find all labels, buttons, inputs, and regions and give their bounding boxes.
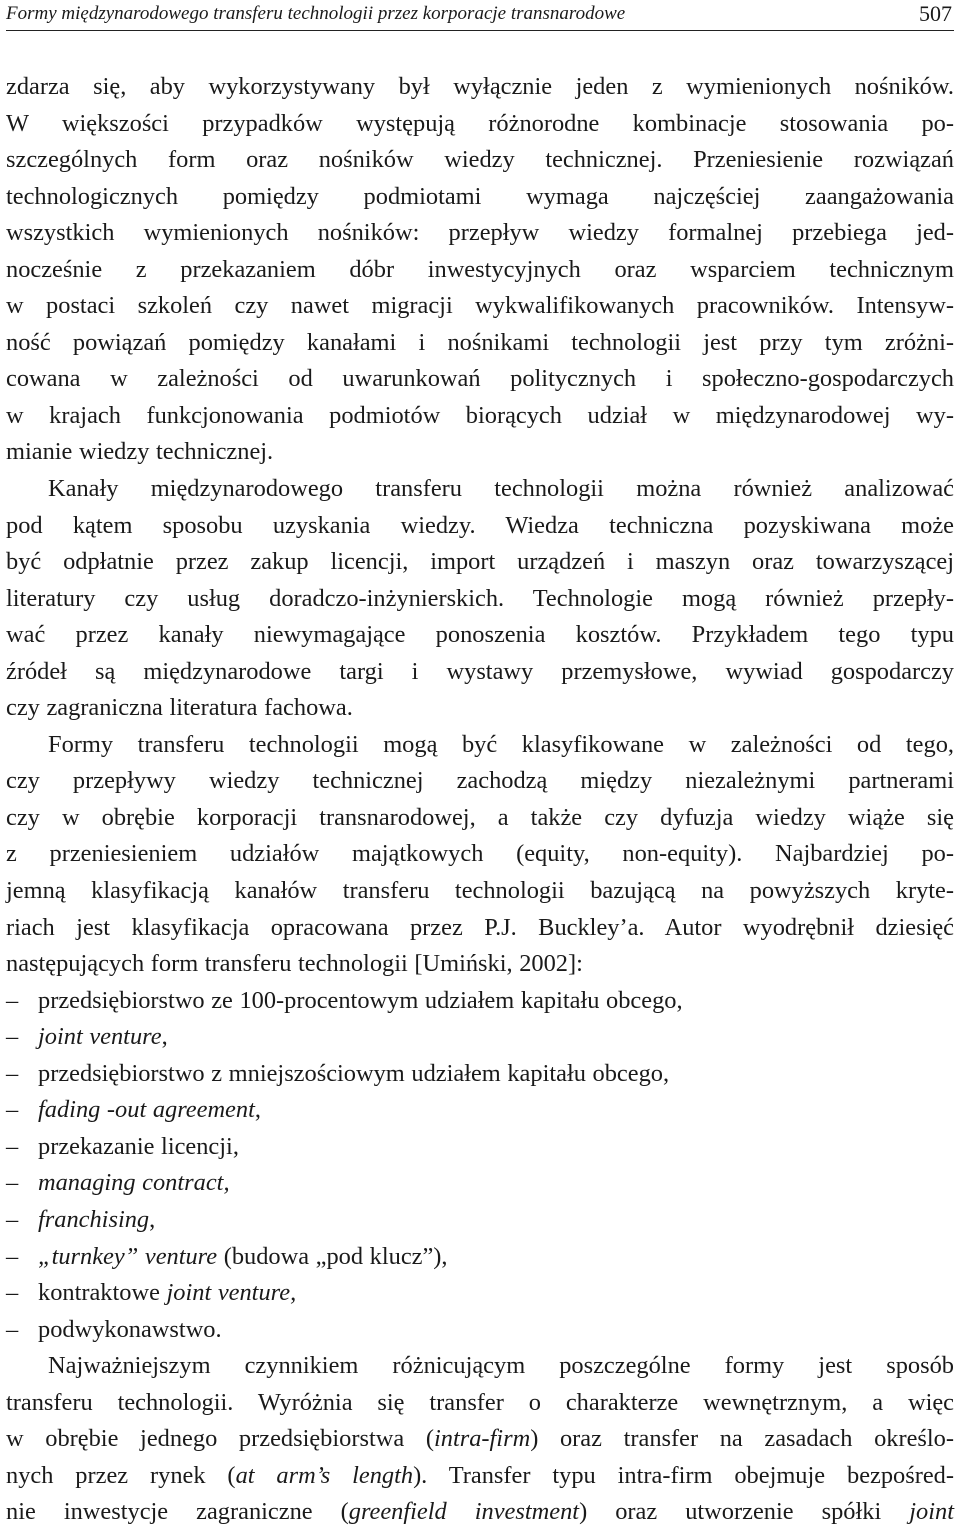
dash-bullet: – [6, 986, 19, 1014]
text-line: mianie wiedzy technicznej. [6, 438, 274, 466]
dash-bullet: – [6, 1059, 19, 1087]
text-line: Najważniejszym czynnikiem różnicującym poszczególne formy jest sposób [48, 1352, 954, 1380]
text-line: nie inwestycje zagraniczne (greenfield investment) oraz utworzenie spółki joint [6, 1498, 954, 1526]
text-line: czy przepływy wiedzy technicznej zachodzą między niezależnymi partnerami [6, 767, 954, 795]
list-item: – managing contract, [6, 1165, 954, 1202]
text-line: czy zagraniczna literatura fachowa. [6, 694, 353, 722]
list-item: – „turnkey” venture (budowa „pod klucz”), [6, 1239, 954, 1276]
text-line: zdarza się, aby wykorzystywany był wyłącznie jeden z wymienionych nośników. [6, 73, 954, 100]
transfer-forms-list [6, 983, 954, 1348]
list-item: – kontraktowe joint venture, [6, 1275, 954, 1312]
text-line: nych przez rynek (at arm’s length). Transfer typu intra-firm obejmuje bezpośred- [6, 1461, 954, 1489]
text-line: być odpłatnie przez zakup licencji, import urządzeń i maszyn oraz towarzyszącej [6, 548, 954, 576]
text-line: szczególnych form oraz nośników wiedzy technicznej. Przeniesienie rozwiązań [6, 146, 954, 174]
text-line: wszystkich wymienionych nośników: przepływ wiedzy formalnej przebiega jed- [6, 219, 954, 247]
paragraph-3 [6, 727, 954, 983]
text-line: ność powiązań pomiędzy kanałami i nośnikami technologii jest przy tym zróżni- [6, 328, 954, 356]
text-line: W większości przypadków występują różnorodne kombinacje stosowania po- [6, 109, 954, 137]
list-item: – przekazanie licencji, [6, 1129, 954, 1166]
dash-bullet: – [6, 1315, 19, 1343]
text-line: literatury czy usług doradczo-inżynierskich. Technologie mogą również przepły- [6, 584, 954, 612]
dash-bullet: – [6, 1205, 19, 1233]
body-text [6, 69, 954, 1531]
text-line: transferu technologii. Wyróżnia się transfer o charakterze wewnętrznym, a więc [6, 1388, 954, 1416]
list-item: – przedsiębiorstwo ze 100-procentowym udziałem kapitału obcego, [6, 983, 954, 1020]
paragraph-4 [6, 1348, 954, 1531]
dash-bullet: – [6, 1242, 19, 1270]
text-line: cowana w zależności od uwarunkowań politycznych i społeczno-gospodarczych [6, 365, 954, 393]
text-line: w krajach funkcjonowania podmiotów biorących udział w międzynarodowej wy- [6, 401, 954, 429]
text-line: jemną klasyfikacją kanałów transferu technologii bazującą na powyższych kryte- [6, 877, 954, 905]
text-line: Kanały międzynarodowego transferu technologii można również analizować [48, 475, 954, 503]
text-line: z przeniesieniem udziałów majątkowych (equity, non-equity). Najbardziej po- [6, 840, 954, 868]
dash-bullet: – [6, 1279, 19, 1307]
text-line: następujących form transferu technologii [Umiński, 2002]: [6, 950, 583, 978]
dash-bullet: – [6, 1023, 19, 1051]
list-item: – fading -out agreement, [6, 1092, 954, 1129]
text-line: w obrębie jednego przedsiębiorstwa (intra-firm) oraz transfer na zasadach określo- [6, 1425, 954, 1453]
paragraph-2 [6, 471, 954, 727]
text-line: riach jest klasyfikacja opracowana przez P.J. Buckley’a. Autor wyodrębnił dziesięć [6, 913, 954, 941]
running-header [6, 0, 954, 31]
page-number: 507 [919, 1, 952, 26]
text-line: źródeł są międzynarodowe targi i wystawy przemysłowe, wywiad gospodarczy [6, 657, 954, 685]
list-item: – joint venture, [6, 1019, 954, 1056]
running-title: Formy międzynarodowego transferu technologii przez korporacje transnarodowe [6, 3, 626, 24]
paragraph-1 [6, 69, 954, 471]
text-line: Formy transferu technologii mogą być klasyfikowane w zależności od tego, [48, 730, 954, 758]
text-line: czy w obrębie korporacji transnarodowej, a także czy dyfuzja wiedzy wiąże się [6, 803, 954, 831]
text-line: pod kątem sposobu uzyskania wiedzy. Wiedza techniczna pozyskiwana może [6, 511, 954, 539]
text-line: technologicznych pomiędzy podmiotami wymaga najczęściej zaangażowania [6, 182, 954, 210]
list-item: – przedsiębiorstwo z mniejszościowym udziałem kapitału obcego, [6, 1056, 954, 1093]
text-line: nocześnie z przekazaniem dóbr inwestycyjnych oraz wsparciem technicznym [6, 255, 954, 283]
dash-bullet: – [6, 1132, 19, 1160]
text-line: w postaci szkoleń czy nawet migracji wykwalifikowanych pracowników. Intensyw- [6, 292, 954, 320]
text-line: wać przez kanały niewymagające ponoszenia kosztów. Przykładem tego typu [6, 621, 954, 649]
list-item: – franchising, [6, 1202, 954, 1239]
list-item: – podwykonawstwo. [6, 1312, 954, 1349]
dash-bullet: – [6, 1169, 19, 1197]
dash-bullet: – [6, 1096, 19, 1124]
